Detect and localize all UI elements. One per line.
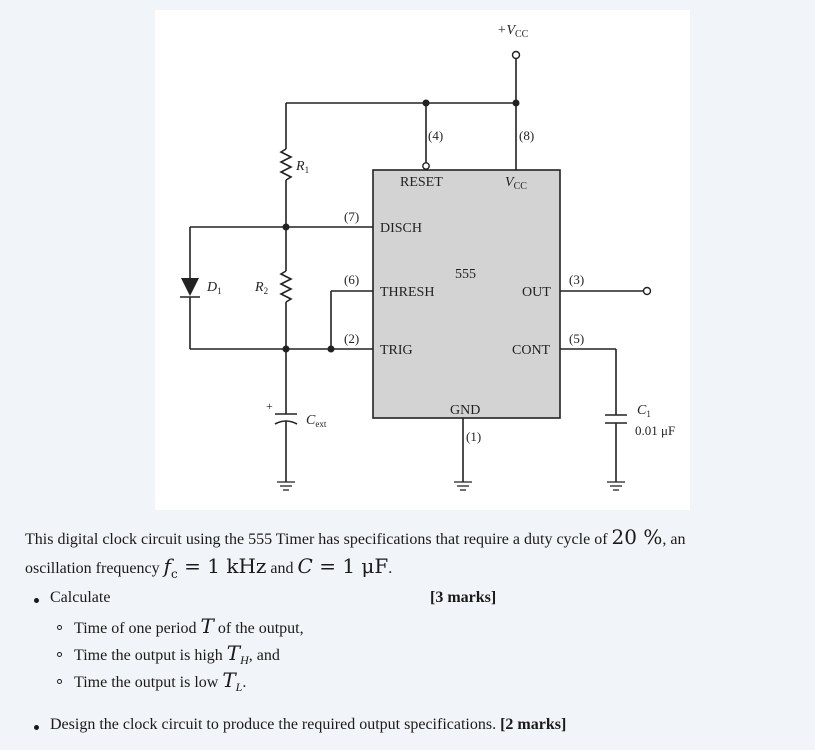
subtask-period: Time of one period T of the output, — [74, 614, 304, 638]
bullet-design — [34, 725, 39, 730]
chip-name: 555 — [455, 267, 476, 282]
subtask-low: Time the output is low $T_L$. — [74, 668, 247, 695]
cext-label: $C_{ext}$ — [306, 413, 327, 429]
r2-label: $R_2$ — [255, 280, 269, 296]
r1-label: $R_1$ — [296, 159, 310, 175]
cext-plus-label: + — [266, 399, 273, 413]
disch-pin-name: DISCH — [380, 221, 423, 236]
gnd-pin-name: GND — [450, 403, 481, 418]
bullet-sub-3 — [57, 679, 62, 684]
intro-period: . — [388, 560, 393, 577]
bullet-sub-2 — [57, 652, 62, 657]
vcc-label: $+V_{CC}$ — [497, 23, 529, 40]
bullet-calculate — [34, 598, 39, 603]
calculate-label: Calculate — [50, 589, 111, 606]
intro-text-1: This digital clock circuit using the 555 Timer has specifications that require a duty cycle of — [25, 531, 612, 548]
and-text: and — [266, 560, 298, 577]
pin1-label: (1) — [466, 429, 482, 444]
design-task: Design the clock circuit to produce the required output specifications. [2 marks] — [50, 716, 567, 733]
thresh-pin-name: THRESH — [380, 285, 435, 300]
intro-text-2: , an — [662, 531, 686, 548]
d1-label: $D_1$ — [207, 280, 222, 296]
capacitance-expression: C = 1 μF — [297, 554, 389, 578]
pin5-label: (5) — [569, 331, 585, 346]
vcc-pin-name: $V_{CC}$ — [505, 175, 527, 192]
pin8-label: (8) — [519, 128, 535, 143]
pin4-label: (4) — [428, 128, 444, 143]
cont-pin-name: CONT — [512, 343, 551, 358]
calculate-marks: [3 marks] — [430, 589, 497, 606]
reset-pin-name: RESET — [400, 175, 443, 190]
pin2-label: (2) — [344, 331, 360, 346]
pin6-label: (6) — [344, 272, 360, 287]
out-pin-name: OUT — [522, 285, 551, 300]
pin7-label: (7) — [344, 209, 360, 224]
c1-label: $C_1$ — [637, 403, 651, 419]
pin3-label: (3) — [569, 272, 585, 287]
frequency-expression: $f_c = 1$ kHz — [163, 554, 267, 581]
duty-cycle-value: 20 % — [611, 525, 663, 549]
c1-value-label: 0.01 μF — [635, 423, 676, 438]
bullet-sub-1 — [57, 625, 62, 630]
intro-text-3: oscillation frequency — [25, 560, 164, 577]
subtask-high: Time the output is high $T_H$, and — [74, 641, 280, 668]
trig-pin-name: TRIG — [380, 343, 413, 358]
